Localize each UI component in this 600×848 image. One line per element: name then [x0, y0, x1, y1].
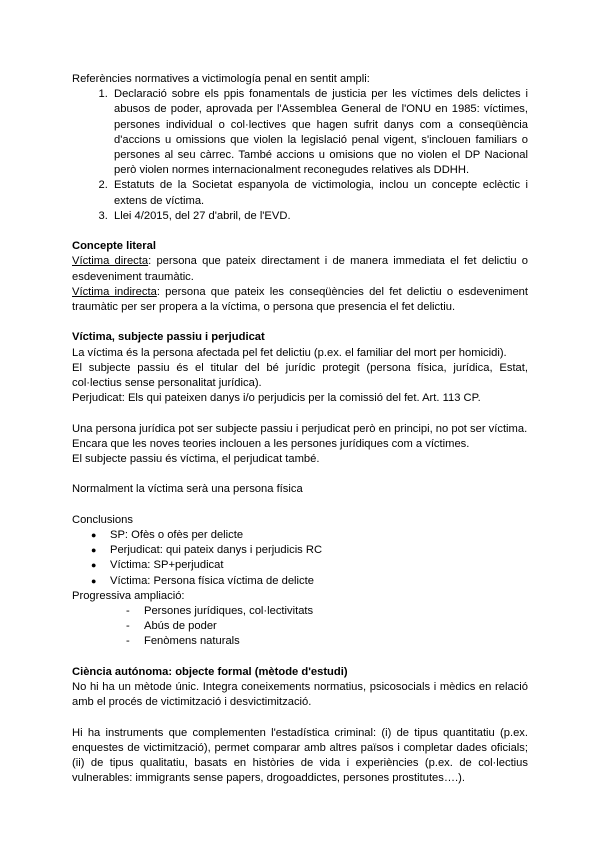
- conclusion-item: ● SP: Ofès o ofès per delicte: [110, 528, 528, 543]
- conclusion-item: ● Perjudicat: qui pateix danys i perjudicis RC: [110, 543, 528, 558]
- reference-item: 2. Estatuts de la Societat espanyola de victimologia, inclou un concepte eclèctic i extens de víctima.: [111, 178, 528, 208]
- progressiva-item: - Fenòmens naturals: [144, 634, 528, 649]
- paragraph: El subjecte passiu és víctima, el perjudicat també.: [72, 453, 320, 466]
- references-list: [72, 87, 528, 224]
- reference-item: 3. Llei 4/2015, del 27 d'abril, de l'EVD.: [111, 209, 528, 224]
- progressiva-item: - Abús de poder: [144, 619, 528, 634]
- victima-directa-paragraph: [72, 254, 528, 284]
- conclusions-label: Conclusions: [72, 513, 133, 526]
- document-page: [72, 72, 528, 786]
- conclusion-item: ● Víctima: Persona física víctima de delicte: [110, 574, 528, 589]
- conclusions-list: [72, 528, 528, 589]
- paragraph: El subjecte passiu és el titular del bé jurídic protegit (persona física, jurídica, Estat, col·lectius sense personalitat jurídica).: [72, 361, 528, 390]
- ciencia-heading: Ciència autónoma: objecte formal (mètode d'estudi): [72, 665, 348, 678]
- paragraph: Normalment la víctima serà una persona física: [72, 483, 303, 496]
- subjecte-heading: Víctima, subjecte passiu i perjudicat: [72, 331, 265, 344]
- paragraph: La víctima és la persona afectada pel fet delictiu (p.ex. el familiar del mort per homicidi).: [72, 346, 507, 359]
- paragraph: Una persona jurídica pot ser subjecte passiu i perjudicat però en principi, no pot ser víctima.: [72, 422, 528, 435]
- progressiva-list: [72, 604, 528, 650]
- concepte-heading: Concepte literal: [72, 240, 156, 253]
- paragraph: No hi ha un mètode únic. Integra coneixements normatius, psicosocials i mèdics en relació amb el procés de victimització i desvictimització.: [72, 681, 528, 709]
- victima-directa-term: Víctima directa: [72, 255, 149, 268]
- paragraph: Hi ha instruments que complementen l'estadística criminal: (i) de tipus quantitatiu (p.ex. enquestes de victimització), permet comparar amb altres països i completar dades oficials; (ii) de tipus qualitatiu, basats en històries de vida i experiències (p.ex. de col·lectius vulnerables: immigrants sense papers, drogoaddictes, persones prostitutes….).: [72, 726, 528, 785]
- paragraph: Encara que les noves teories inclouen a les persones jurídiques com a víctimes.: [72, 437, 470, 450]
- reference-item: 1. Declaració sobre els ppis fonamentals de justicia per les víctimes dels delictes i abusos de poder, aprovada per l'Assemblea General de l'ONU en 1985: víctimes, persones individual o col·lectives que hagen sufrit danys com a conseqüència d'accions u omissions que violen la legislació penal vigent, s'inclouen familiars o persones al seu càrrec. També accions u omisions que no violen el DP Nacional però violen normes internacionalment reconegudes relatives als DDHH.: [111, 87, 528, 178]
- progressiva-item: - Persones jurídiques, col·lectivitats: [144, 604, 528, 619]
- progressiva-label: Progressiva ampliació:: [72, 589, 185, 602]
- paragraph: Perjudicat: Els qui pateixen danys i/o perjudicis per la comissió del fet. Art. 113 CP.: [72, 392, 481, 405]
- conclusion-item: ● Víctima: SP+perjudicat: [110, 558, 528, 573]
- victima-directa-definition: : persona que pateix directament i de manera immediata el fet delictiu o esdeveniment traumàtic.: [72, 255, 528, 283]
- intro-text: Referències normatives a victimología penal en sentit ampli:: [72, 73, 370, 85]
- victima-indirecta-paragraph: [72, 285, 528, 315]
- victima-indirecta-definition: : persona que pateix les conseqüències del fet delictiu o esdeveniment traumàtic per ser propera a la víctima, o persona que presencia el fet delictiu.: [72, 285, 528, 314]
- victima-indirecta-term: Víctima indirecta: [72, 285, 157, 298]
